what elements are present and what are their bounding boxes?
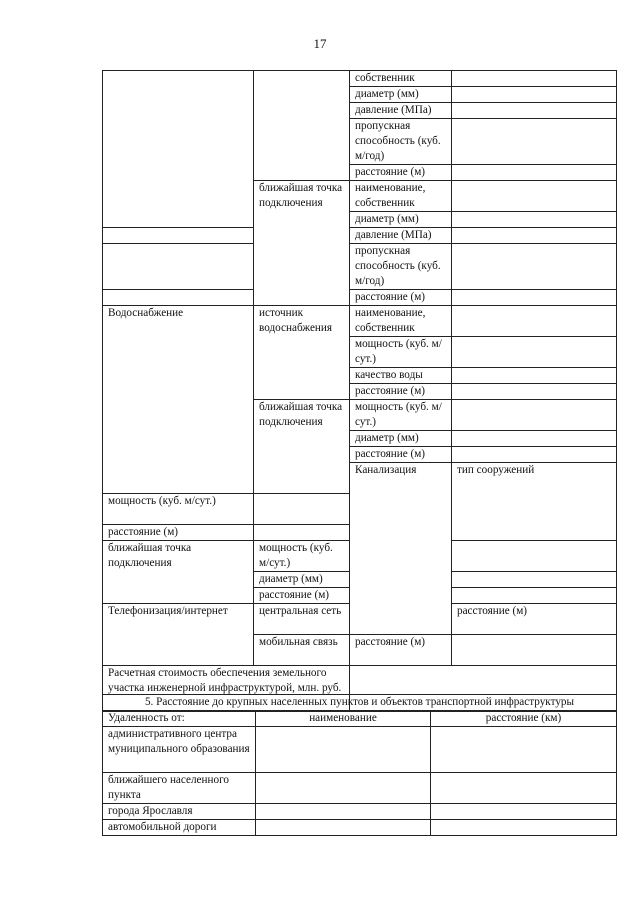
value-cell: [452, 165, 617, 181]
connection-point-label: ближайшая точка подключения: [254, 400, 350, 494]
param-label: диаметр (мм): [350, 87, 452, 103]
param-label: пропускная способность (куб. м/год): [350, 244, 452, 290]
connection-point-label: ближайшая точка подключения: [254, 181, 350, 306]
value-cell: [452, 103, 617, 119]
value-cell: [452, 447, 617, 463]
distance-cell: [431, 727, 617, 773]
param-label: диаметр (мм): [350, 431, 452, 447]
mobile-network-label: мобильная связь: [254, 635, 350, 666]
value-cell: [452, 290, 617, 306]
param-label: расстояние (м): [254, 588, 350, 604]
table-cell: [103, 71, 254, 228]
param-label: расстояние (м): [350, 635, 452, 666]
param-label: расстояние (м): [350, 384, 452, 400]
name-cell: [256, 773, 431, 804]
connection-point-label: ближайшая точка подключения: [103, 541, 254, 604]
distances-table: [102, 694, 617, 836]
param-label: наименование, собственник: [350, 306, 452, 337]
central-network-label: центральная сеть: [254, 604, 350, 635]
param-label: мощность (куб. м/сут.): [350, 337, 452, 368]
column-header: наименование: [256, 711, 431, 727]
row-label: ближайшего населенного пункта: [103, 773, 256, 804]
value-cell: [452, 572, 617, 588]
name-cell: [256, 820, 431, 836]
param-label: расстояние (м): [452, 604, 617, 635]
category-water-supply: Водоснабжение: [103, 306, 254, 494]
table-cell: [254, 71, 350, 181]
param-label: качество воды: [350, 368, 452, 384]
value-cell: [452, 588, 617, 604]
param-label: расстояние (м): [350, 447, 452, 463]
distance-cell: [431, 820, 617, 836]
column-header: Удаленность от:: [103, 711, 256, 727]
value-cell: [452, 71, 617, 87]
param-label: мощность (куб. м/сут.): [350, 400, 452, 431]
cost-label: Расчетная стоимость обеспечения земельного участка инженерной инфраструктурой, млн. руб.: [103, 666, 350, 712]
distance-cell: [431, 804, 617, 820]
column-header: расстояние (км): [431, 711, 617, 727]
name-cell: [256, 727, 431, 773]
value-cell: [452, 384, 617, 400]
value-cell: [452, 368, 617, 384]
value-cell: [452, 228, 617, 244]
table-cell: [103, 290, 254, 306]
param-label: расстояние (м): [103, 525, 254, 541]
row-label: города Ярославля: [103, 804, 256, 820]
value-cell: [254, 525, 350, 541]
param-label: давление (МПа): [350, 103, 452, 119]
value-cell: [254, 494, 350, 525]
value-cell: [452, 431, 617, 447]
param-label: расстояние (м): [350, 290, 452, 306]
param-label: давление (МПа): [350, 228, 452, 244]
table-cell: [103, 228, 254, 244]
distance-cell: [431, 773, 617, 804]
param-label: диаметр (мм): [350, 212, 452, 228]
facility-type-label: тип сооружений: [452, 463, 617, 541]
water-source-label: источник водоснабжения: [254, 306, 350, 400]
section-title: 5. Расстояние до крупных населенных пунктов и объектов транспортной инфраструктуры: [103, 695, 617, 711]
param-label: пропускная способность (куб. м/год): [350, 119, 452, 165]
param-label: диаметр (мм): [254, 572, 350, 588]
value-cell: [452, 306, 617, 337]
value-cell: [452, 244, 617, 290]
param-label: мощность (куб. м/сут.): [254, 541, 350, 572]
row-label: административного центра муниципального образования: [103, 727, 256, 773]
value-cell: [452, 337, 617, 368]
param-label: мощность (куб. м/сут.): [103, 494, 254, 525]
value-cell: [452, 87, 617, 103]
param-label: собственник: [350, 71, 452, 87]
engineering-infrastructure-table: [102, 70, 617, 712]
value-cell: [452, 400, 617, 431]
category-sewerage: Канализация: [350, 463, 452, 635]
param-label: расстояние (м): [350, 165, 452, 181]
value-cell: [452, 212, 617, 228]
name-cell: [256, 804, 431, 820]
value-cell: [452, 119, 617, 165]
table-cell: [103, 244, 254, 290]
page-number: 17: [313, 36, 327, 51]
param-label: наименование, собственник: [350, 181, 452, 212]
row-label: автомобильной дороги: [103, 820, 256, 836]
value-cell: [452, 181, 617, 212]
value-cell: [452, 541, 617, 572]
value-cell: [452, 635, 617, 666]
category-telephony: Телефонизация/интернет: [103, 604, 254, 666]
